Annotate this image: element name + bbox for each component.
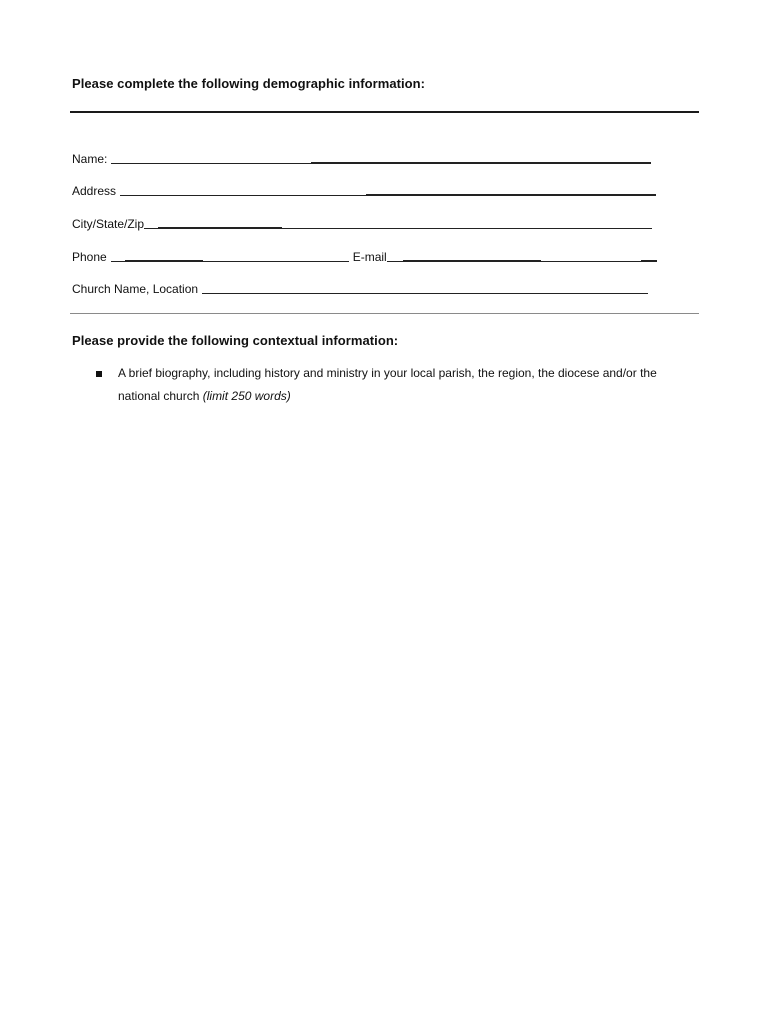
address-input-line[interactable] xyxy=(120,195,250,196)
demographic-heading: Please complete the following demographic information: xyxy=(72,76,426,91)
section-divider xyxy=(70,111,699,113)
phone-input-line-bold[interactable] xyxy=(125,260,203,262)
phone-label: Phone xyxy=(72,250,107,264)
address-input-line-mid[interactable] xyxy=(250,195,366,196)
city-input-line-bold[interactable] xyxy=(158,227,282,229)
name-input-line-bold[interactable] xyxy=(311,162,651,164)
email-input-line-end[interactable] xyxy=(641,260,657,262)
phone-email-field-row xyxy=(72,248,657,264)
section-separator xyxy=(70,313,699,314)
address-label: Address xyxy=(72,184,117,198)
email-input-line-lead[interactable] xyxy=(387,261,403,262)
contextual-heading: Please provide the following contextual information: xyxy=(72,333,399,348)
word-limit-note: (limit 250 words) xyxy=(202,389,291,403)
address-input-line-bold[interactable] xyxy=(366,194,656,196)
name-field-row xyxy=(72,150,651,166)
city-input-line-lead[interactable] xyxy=(144,228,158,229)
address-field-row xyxy=(72,182,656,198)
name-label: Name: xyxy=(72,152,108,166)
email-input-line-bold[interactable] xyxy=(403,260,541,262)
name-input-line[interactable] xyxy=(111,163,311,164)
phone-input-line[interactable] xyxy=(203,261,349,262)
church-input-line[interactable] xyxy=(202,293,648,294)
bullet-square-icon xyxy=(96,371,102,377)
bullet-text xyxy=(118,362,698,408)
church-field-row xyxy=(72,280,648,296)
city-input-line[interactable] xyxy=(282,228,652,229)
church-label: Church Name, Location xyxy=(72,282,199,296)
phone-input-line-lead[interactable] xyxy=(111,261,125,262)
email-input-line[interactable] xyxy=(541,261,641,262)
city-state-zip-field-row xyxy=(72,215,652,231)
biography-instruction: A brief biography, including history and ministry in your local parish, the region, the diocese and/or the national church xyxy=(118,366,657,403)
city-state-zip-label: City/State/Zip xyxy=(72,217,145,231)
email-label: E-mail xyxy=(352,250,387,264)
